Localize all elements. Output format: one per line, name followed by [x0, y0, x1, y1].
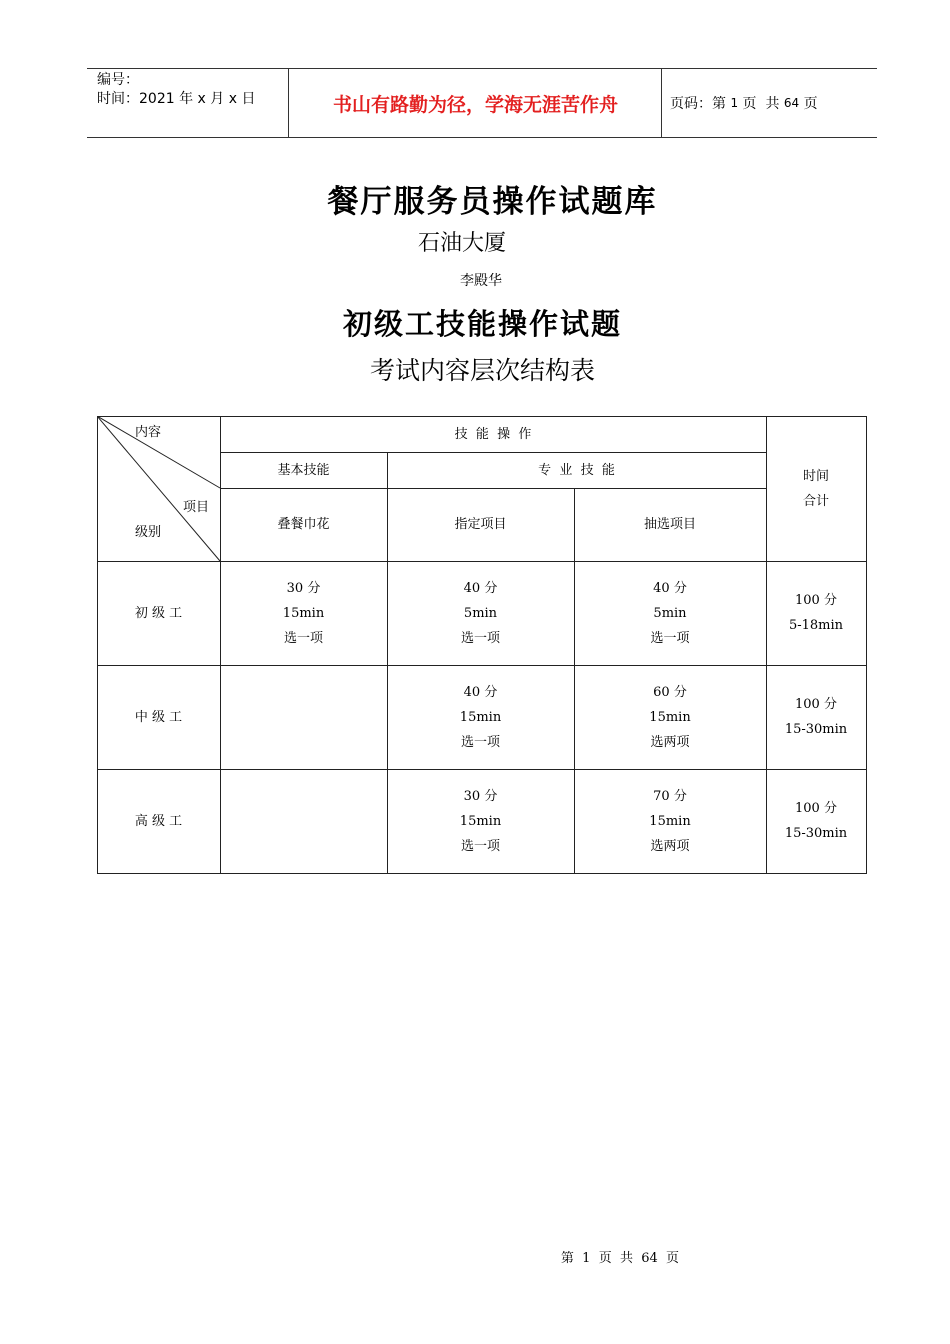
header-meta [97, 71, 255, 109]
header-page-indicator: 页码：第 1 页 共 64 页 [670, 96, 818, 112]
header-time-total: 时间 合计 [802, 468, 829, 509]
header-napkin-folding: 叠餐巾花 [277, 517, 330, 532]
table-cell: 100 分 15-30min [784, 697, 848, 737]
doc-number-label: 编号： [97, 72, 139, 88]
table-border [866, 416, 867, 874]
author-name: 李殿华 [460, 273, 502, 289]
table-cell: 30 分 15min 选一项 [282, 580, 325, 646]
section-title: 初级工技能操作试题 [342, 307, 622, 341]
table-cell: 60 分 15min 选两项 [649, 684, 691, 750]
table-cell: 40 分 5min 选一项 [650, 580, 690, 646]
header-skill-operation: 技 能 操 作 [454, 426, 532, 442]
header-motto: 书山有路勤为径，学海无涯苦作舟 [332, 93, 618, 116]
table-cell [220, 665, 387, 769]
header-basic-skill: 基本技能 [277, 462, 330, 478]
header-professional-skill: 专 业 技 能 [538, 462, 615, 478]
corner-label-content: 内容 [135, 425, 162, 440]
corner-label-level: 级别 [135, 525, 162, 540]
table-cell: 100 分 15-30min [784, 801, 848, 841]
doc-time-label: 时间：2021 年 x 月 x 日 [97, 91, 256, 107]
corner-label-item: 项目 [183, 500, 210, 515]
table-title: 考试内容层次结构表 [369, 356, 595, 385]
header-page-total: 64 [783, 96, 800, 110]
table-cell: 70 分 15min 选两项 [649, 788, 691, 854]
table-cell: 40 分 15min 选一项 [459, 684, 502, 750]
header-designated-items: 指定项目 [454, 517, 507, 532]
page-footer: 第 1 页 共 64 页 [560, 1251, 680, 1266]
document-title: 餐厅服务员操作试题库 [327, 184, 658, 220]
table-cell: 30 分 15min 选一项 [459, 788, 502, 854]
row-level-intermediate: 中 级 工 [134, 709, 183, 725]
exam-structure-table [97, 416, 867, 874]
organization-name: 石油大厦 [418, 231, 507, 256]
table-cell: 100 分 5-18min [788, 593, 844, 633]
row-level-senior: 高 级 工 [134, 813, 183, 829]
header-page-number: 1 [730, 96, 739, 110]
header-random-items: 抽选项目 [643, 517, 696, 532]
page-header [87, 68, 877, 138]
row-level-junior: 初 级 工 [134, 605, 183, 621]
table-border [97, 873, 867, 874]
table-cell [220, 769, 387, 873]
table-cell: 40 分 5min 选一项 [460, 580, 500, 646]
